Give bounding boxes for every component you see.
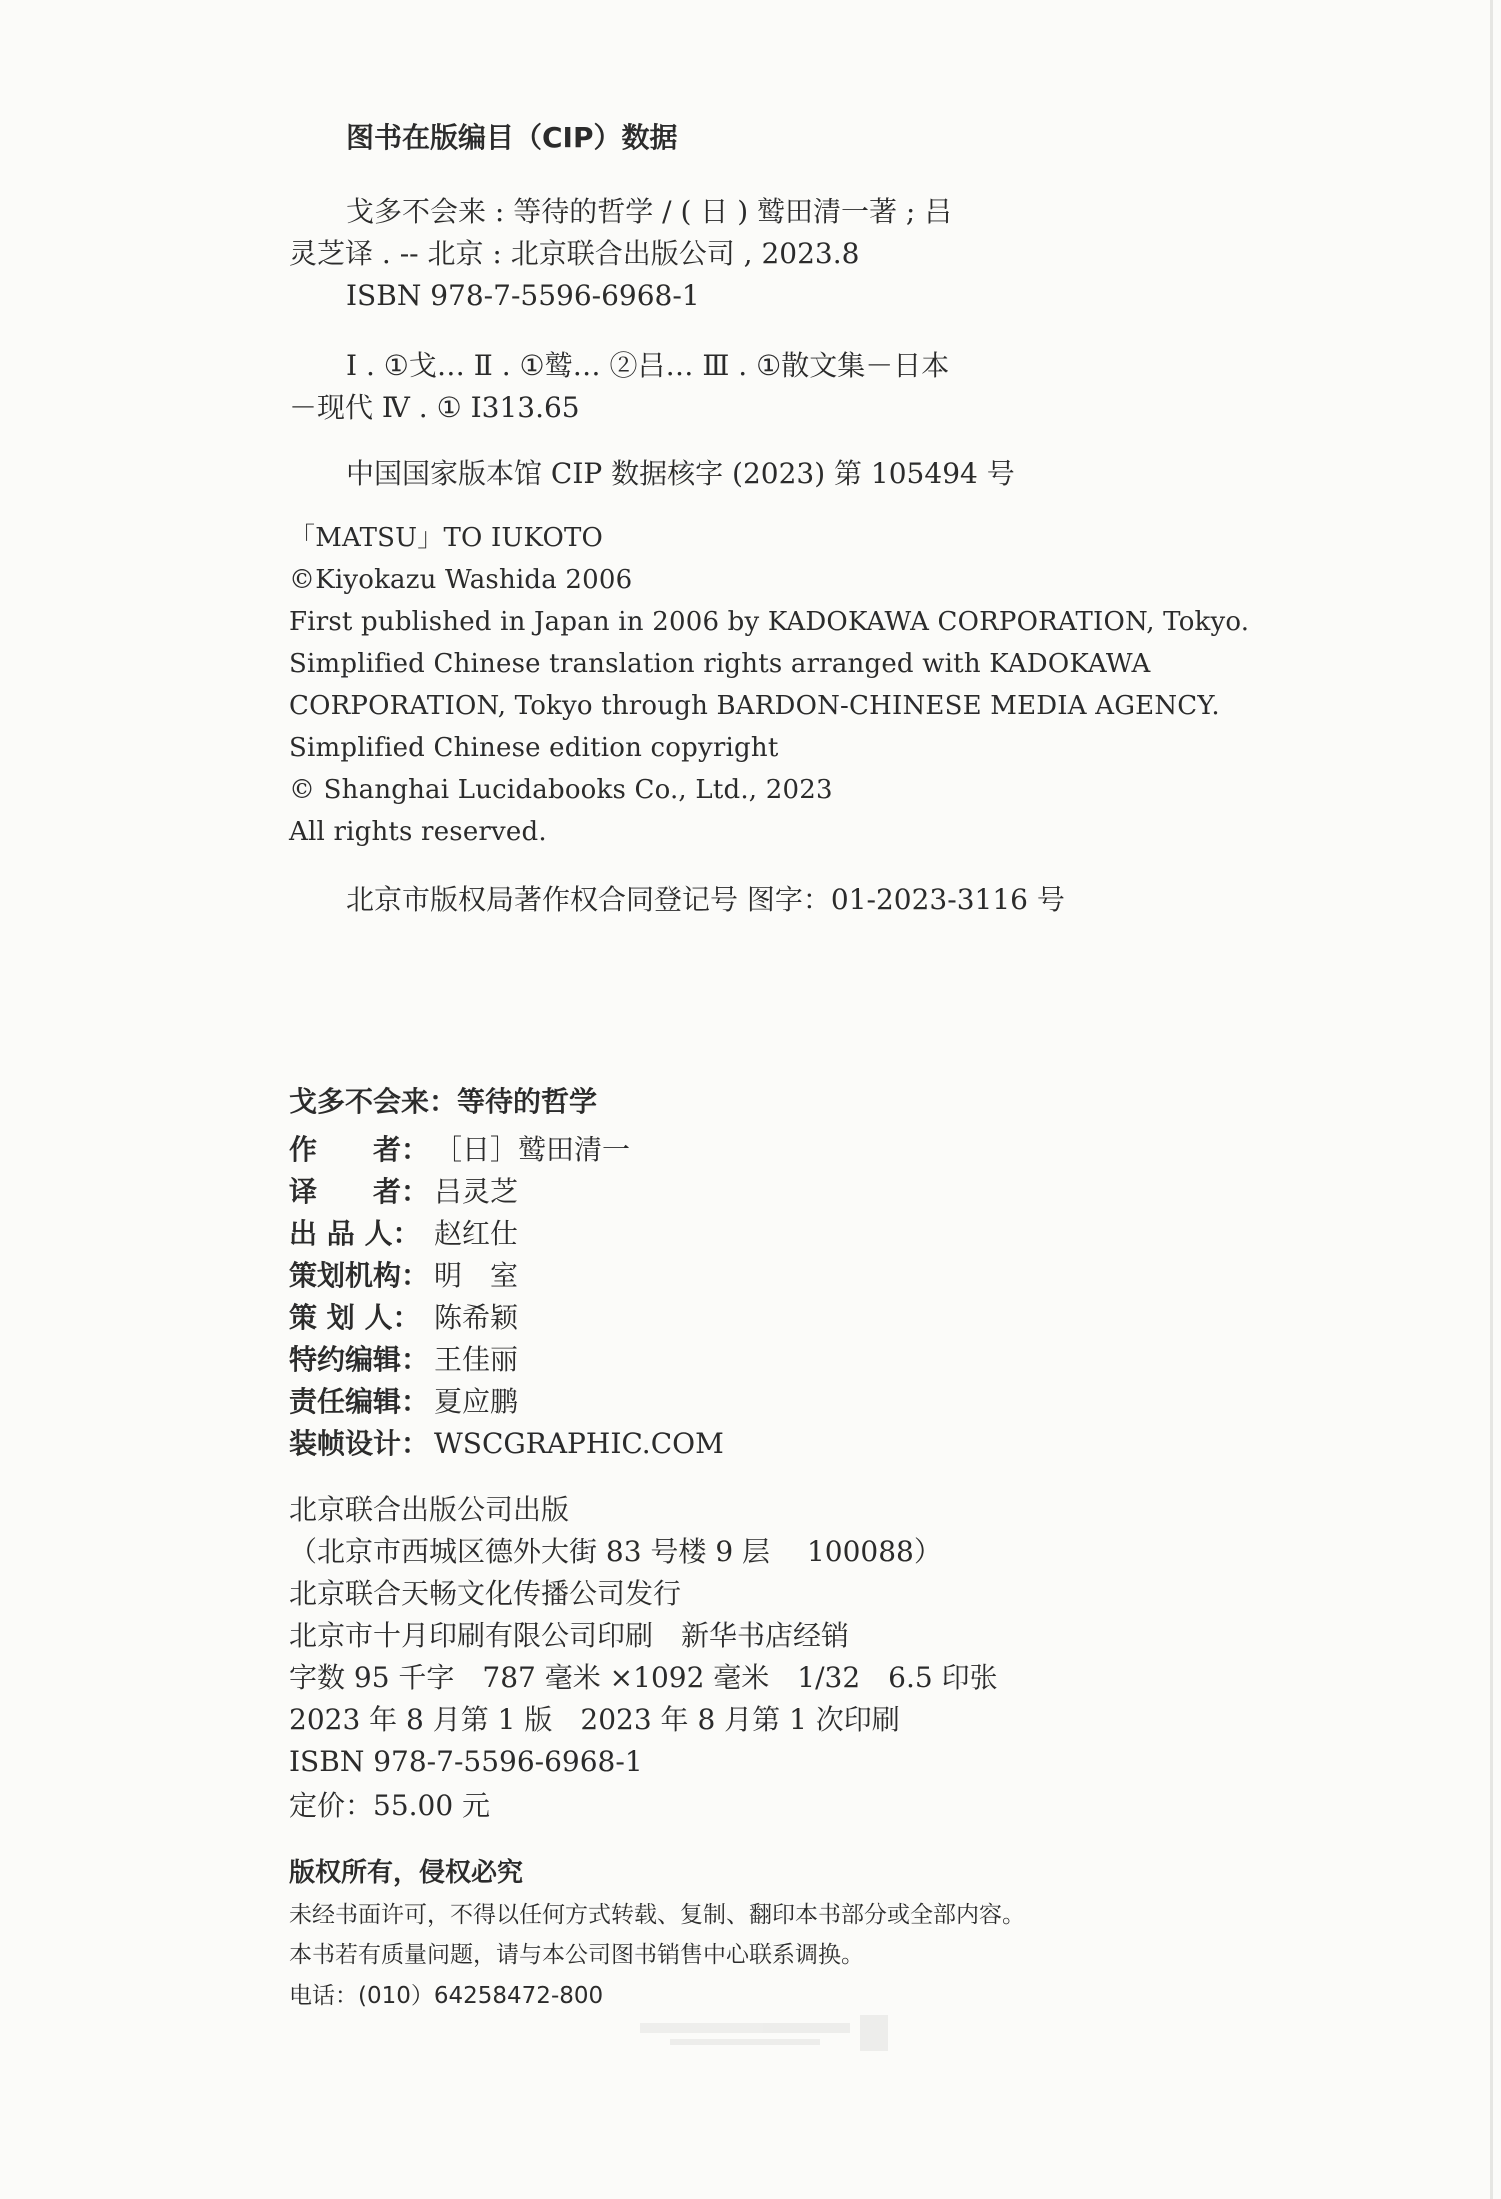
credit-row bbox=[289, 1174, 518, 1210]
cip-class-1: Ⅰ . ①戈… Ⅱ . ①鹫… ②吕… Ⅲ . ①散文集－日本 bbox=[346, 349, 950, 382]
price: 定价：55.00 元 bbox=[289, 1789, 491, 1822]
credit-label: 装帧设计： bbox=[289, 1427, 430, 1460]
credit-value: ［日］鹫田清一 bbox=[434, 1133, 631, 1166]
rights-line: Simplified Chinese translation rights arranged with KADOKAWA bbox=[289, 649, 1151, 679]
notice-phone: 电话：(010）64258472-800 bbox=[289, 1983, 604, 2009]
credit-row bbox=[289, 1342, 518, 1378]
credit-label: 作 者： bbox=[289, 1133, 430, 1166]
credit-label: 出 品 人： bbox=[289, 1217, 421, 1250]
cip-line-1: 戈多不会来 : 等待的哲学 / ( 日 ) 鹫田清一著 ; 吕 bbox=[346, 195, 953, 228]
publish-line: 北京联合出版公司出版 bbox=[289, 1493, 570, 1526]
credit-value: WSCGRAPHIC.COM bbox=[434, 1427, 724, 1460]
cip-line-2: 灵芝译 . -- 北京 : 北京联合出版公司 , 2023.8 bbox=[289, 237, 860, 270]
rights-line: First published in Japan in 2006 by KADOKAWA CORPORATION, Tokyo. bbox=[289, 607, 1250, 637]
page-edge bbox=[1490, 0, 1493, 2199]
publish-line: 2023 年 8 月第 1 版 2023 年 8 月第 1 次印刷 bbox=[289, 1703, 900, 1736]
credit-label: 策 划 人： bbox=[289, 1301, 421, 1334]
credit-row bbox=[289, 1426, 724, 1462]
rights-line: © Shanghai Lucidabooks Co., Ltd., 2023 bbox=[289, 775, 833, 805]
rights-line: 「MATSU」TO IUKOTO bbox=[289, 523, 604, 553]
cip-isbn: ISBN 978-7-5596-6968-1 bbox=[346, 279, 700, 312]
credit-row bbox=[289, 1384, 518, 1420]
credit-value: 王佳丽 bbox=[434, 1343, 519, 1376]
credit-row bbox=[289, 1258, 518, 1294]
cip-heading: 图书在版编目（CIP）数据 bbox=[346, 121, 678, 154]
credit-label: 特约编辑： bbox=[289, 1343, 430, 1376]
credit-label: 译 者： bbox=[289, 1175, 430, 1208]
credit-value: 明 室 bbox=[434, 1259, 519, 1292]
publish-line: ISBN 978-7-5596-6968-1 bbox=[289, 1745, 643, 1778]
bleed-through-shadow bbox=[640, 2015, 890, 2055]
credit-row bbox=[289, 1216, 518, 1252]
notice-heading: 版权所有，侵权必究 bbox=[289, 1858, 524, 1888]
publish-line: （北京市西城区德外大街 83 号楼 9 层 100088） bbox=[289, 1535, 942, 1568]
credit-label: 策划机构： bbox=[289, 1259, 430, 1292]
cip-class-2: －现代 Ⅳ . ① I313.65 bbox=[289, 391, 580, 424]
credit-label: 责任编辑： bbox=[289, 1385, 430, 1418]
contract-registration: 北京市版权局著作权合同登记号 图字：01-2023-3116 号 bbox=[346, 883, 1065, 916]
publish-line: 北京市十月印刷有限公司印刷 新华书店经销 bbox=[289, 1619, 850, 1652]
credit-value: 赵红仕 bbox=[434, 1217, 519, 1250]
credit-row bbox=[289, 1300, 518, 1336]
rights-line: ©Kiyokazu Washida 2006 bbox=[289, 565, 633, 595]
credit-value: 陈希颖 bbox=[434, 1301, 519, 1334]
notice-line: 未经书面许可，不得以任何方式转载、复制、翻印本书部分或全部内容。 bbox=[289, 1902, 1025, 1928]
publish-line: 字数 95 千字 787 毫米 ×1092 毫米 1/32 6.5 印张 bbox=[289, 1661, 998, 1694]
notice-line: 本书若有质量问题，请与本公司图书销售中心联系调换。 bbox=[289, 1942, 864, 1968]
publish-line: 北京联合天畅文化传播公司发行 bbox=[289, 1577, 682, 1610]
credit-row bbox=[289, 1132, 630, 1168]
rights-line: Simplified Chinese edition copyright bbox=[289, 733, 779, 763]
book-title: 戈多不会来：等待的哲学 bbox=[289, 1085, 598, 1118]
rights-line: All rights reserved. bbox=[289, 817, 547, 847]
rights-line: CORPORATION, Tokyo through BARDON-CHINESE MEDIA AGENCY. bbox=[289, 691, 1220, 721]
credit-value: 吕灵芝 bbox=[434, 1175, 519, 1208]
cip-verify: 中国国家版本馆 CIP 数据核字 (2023) 第 105494 号 bbox=[346, 457, 1015, 490]
credit-value: 夏应鹏 bbox=[434, 1385, 519, 1418]
